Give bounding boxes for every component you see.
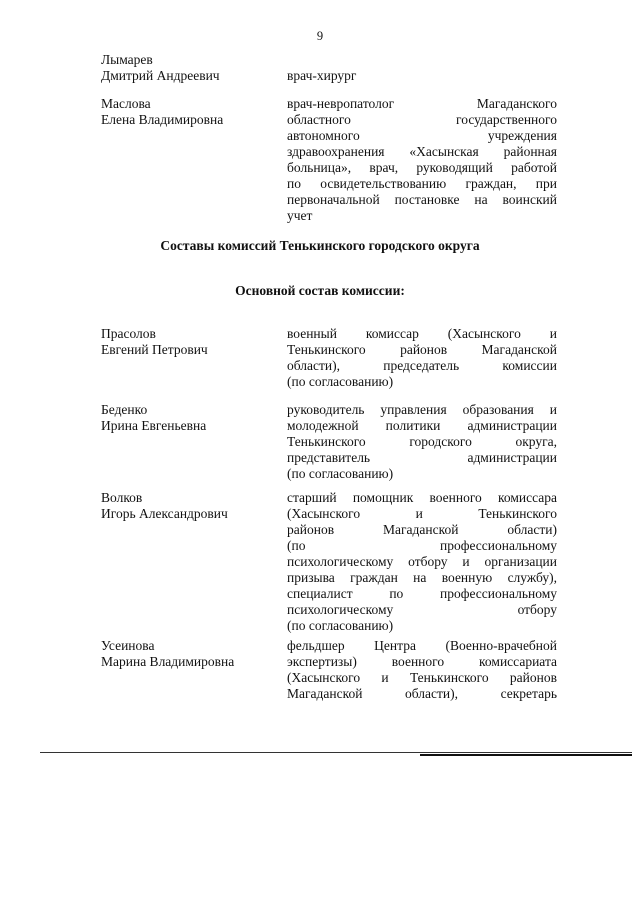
role-line: специалист по профессиональному <box>287 586 557 601</box>
member-role <box>287 490 557 634</box>
member-role <box>287 96 557 224</box>
role-line: психологическому отбору и организации <box>287 554 557 569</box>
role-line: автономного учреждения <box>287 128 557 143</box>
role-line: фельдшер Центра (Военно-врачебной <box>287 638 557 653</box>
role-line: Тенькинского городского округа, <box>287 434 557 449</box>
member-given-names: Ирина Евгеньевна <box>101 418 207 433</box>
role-line: (по согласованию) <box>287 618 394 633</box>
role-line: врач-хирург <box>287 68 357 83</box>
member-surname: Волков <box>101 490 143 505</box>
role-line: учет <box>287 208 313 223</box>
role-line: экспертизы) военного комиссариата <box>287 654 557 669</box>
role-line: областного государственного <box>287 112 557 127</box>
role-line: (Хасынского и Тенькинского районов <box>287 670 557 685</box>
role-line: (по согласованию) <box>287 374 394 389</box>
subsection-title: Основной состав комиссии: <box>235 283 405 298</box>
footer-divider-bold <box>420 754 632 756</box>
member-given-names: Игорь Александрович <box>101 506 228 521</box>
role-line: старший помощник военного комиссара <box>287 490 557 505</box>
role-line: первоначальной постановке на воинский <box>287 192 557 207</box>
member-role <box>287 638 557 702</box>
role-line: области), председатель комиссии <box>287 358 557 373</box>
role-line: военный комиссар (Хасынского и <box>287 326 557 341</box>
member-given-names: Марина Владимировна <box>101 654 235 669</box>
member-surname: Прасолов <box>101 326 156 341</box>
member-surname: Беденко <box>101 402 148 417</box>
member-given-names: Евгений Петрович <box>101 342 208 357</box>
page-number: 9 <box>316 29 324 43</box>
member-surname: Лымарев <box>101 52 153 67</box>
role-line: (по профессиональному <box>287 538 557 553</box>
section-title: Составы комиссий Тенькинского городского округа <box>160 238 480 253</box>
role-line: (по согласованию) <box>287 466 394 481</box>
role-line: представитель администрации <box>287 450 557 465</box>
role-line: (Хасынского и Тенькинского <box>287 506 557 521</box>
role-line: руководитель управления образования и <box>287 402 557 417</box>
role-line: Тенькинского районов Магаданской <box>287 342 557 357</box>
role-line: молодежной политики администрации <box>287 418 557 433</box>
role-line: врач-невропатолог Магаданского <box>287 96 557 111</box>
member-surname: Маслова <box>101 96 151 111</box>
role-line: больница», врач, руководящий работой <box>287 160 557 175</box>
role-line: здравоохранения «Хасынская районная <box>287 144 557 159</box>
member-role <box>287 68 557 84</box>
member-role <box>287 326 557 390</box>
member-role <box>287 402 557 482</box>
member-given-names: Елена Владимировна <box>101 112 224 127</box>
footer-divider <box>40 752 632 753</box>
member-given-names: Дмитрий Андреевич <box>101 68 220 83</box>
member-surname: Усеинова <box>101 638 155 653</box>
role-line: Магаданской области), секретарь <box>287 686 557 701</box>
role-line: призыва граждан на военную службу), <box>287 570 557 585</box>
role-line: районов Магаданской области) <box>287 522 557 537</box>
role-line: психологическому отбору <box>287 602 557 617</box>
role-line: по освидетельствованию граждан, при <box>287 176 557 191</box>
